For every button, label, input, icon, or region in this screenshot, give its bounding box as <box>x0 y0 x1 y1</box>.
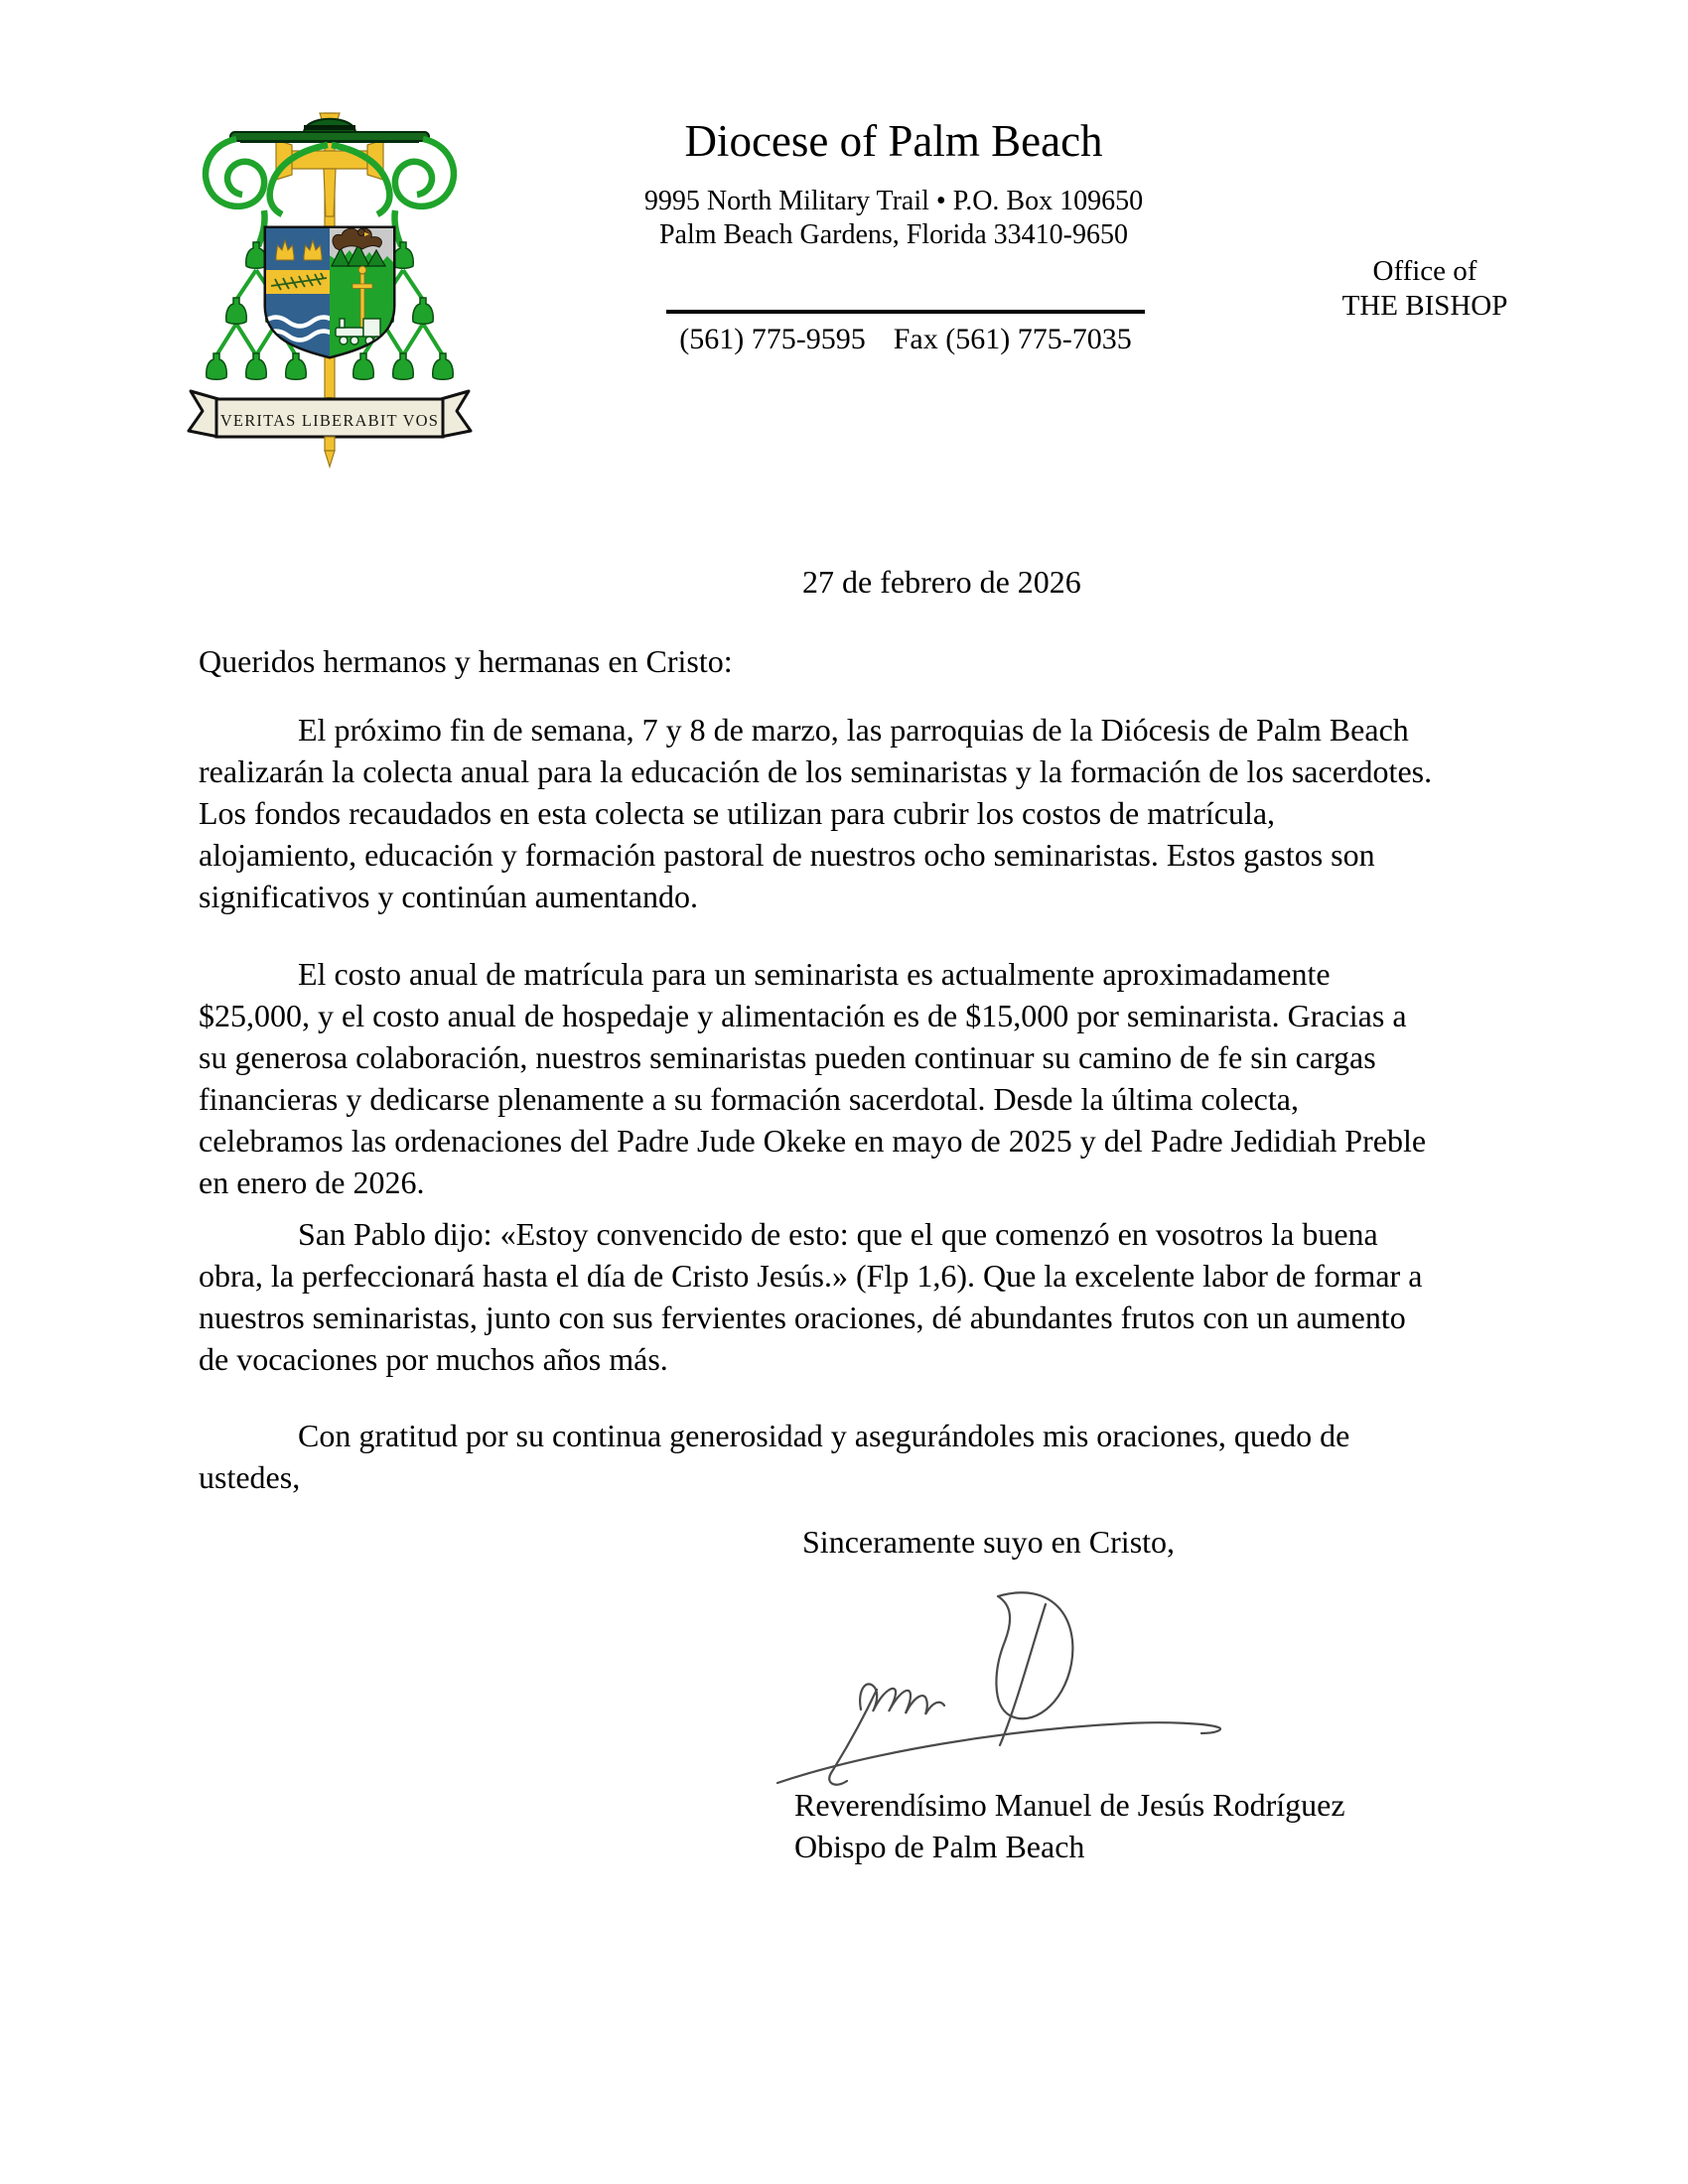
paragraph-line: alojamiento, educación y formación pastoral de nuestros ocho seminaristas. Estos gastos son <box>199 837 1375 873</box>
shield-left-field <box>264 226 336 360</box>
paragraph-line: celebramos las ordenaciones del Padre Jude Okeke en mayo de 2025 y del Padre Jedidiah Preble <box>199 1123 1427 1159</box>
address-line-1: 9995 North Military Trail • P.O. Box 109650 <box>643 186 1144 216</box>
bishop-signature <box>750 1578 1246 1787</box>
paragraph-line: El próximo fin de semana, 7 y 8 de marzo, las parroquias de la Diócesis de Palm Beach <box>298 712 1409 748</box>
paragraph-line: su generosa colaboración, nuestros seminaristas pueden continuar su camino de fe sin cargas <box>199 1039 1376 1075</box>
paragraph-line: El costo anual de matrícula para un seminarista es actualmente aproximadamente <box>298 956 1331 992</box>
paragraph-line: de vocaciones por muchos años más. <box>199 1341 668 1377</box>
office-line-2: THE BISHOP <box>1341 290 1508 322</box>
crest-staff-tip <box>325 437 335 467</box>
paragraph-4 <box>199 1415 1349 1498</box>
salutation: Queridos hermanos y hermanas en Cristo: <box>199 643 733 679</box>
crest-shield <box>264 226 395 360</box>
office-of-the-bishop <box>1321 254 1529 324</box>
header-divider <box>666 310 1145 314</box>
signer-name: Reverendísimo Manuel de Jesús Rodríguez <box>794 1787 1345 1823</box>
organization-title: Diocese of Palm Beach <box>684 116 1103 166</box>
paragraph-line: $25,000, y el costo anual de hospedaje y alimentación es de $15,000 por seminarista. Gracias a <box>199 998 1407 1033</box>
paragraph-line: realizarán la colecta anual para la educación de los seminaristas y la formación de los sacerdotes. <box>199 753 1433 789</box>
phone-fax-line <box>666 322 1145 357</box>
paragraph-line: obra, la perfeccionará hasta el día de Cristo Jesús.» (Flp 1,6). Que la excelente labor de formar a <box>199 1258 1423 1294</box>
paragraph-line: Con gratitud por su continua generosidad y asegurándoles mis oraciones, quedo de <box>298 1418 1350 1453</box>
paragraph-line: en enero de 2026. <box>199 1164 425 1200</box>
paragraph-line: ustedes, <box>199 1459 301 1495</box>
diocese-coat-of-arms <box>179 99 477 469</box>
bishop-galero-hat <box>230 119 429 143</box>
paragraph-3 <box>199 1213 1422 1380</box>
motto-banner <box>189 391 471 437</box>
address-block <box>571 185 1216 252</box>
fax-number: Fax (561) 775-7035 <box>893 323 1132 355</box>
signer-block <box>794 1784 1345 1867</box>
paragraph-line: financieras y dedicarse plenamente a su formación sacerdotal. Desde la última colecta, <box>199 1081 1299 1117</box>
paragraph-2 <box>199 953 1426 1203</box>
office-line-1: Office of <box>1372 255 1477 287</box>
shield-right-field <box>328 226 395 360</box>
phone-number: (561) 775-9595 <box>679 323 866 355</box>
paragraph-line: nuestros seminaristas, junto con sus fervientes oraciones, dé abundantes frutos con un aumento <box>199 1299 1406 1335</box>
address-line-2: Palm Beach Gardens, Florida 33410-9650 <box>658 219 1129 250</box>
paragraph-1 <box>199 709 1432 917</box>
paragraph-line: Los fondos recaudados en esta colecta se utilizan para cubrir los costos de matrícula, <box>199 795 1276 831</box>
closing-line: Sinceramente suyo en Cristo, <box>802 1524 1176 1560</box>
paragraph-line: significativos y continúan aumentando. <box>199 879 698 914</box>
letter-date: 27 de febrero de 2026 <box>802 564 1081 600</box>
signer-title: Obispo de Palm Beach <box>794 1829 1085 1864</box>
crest-motto: VERITAS LIBERABIT VOS <box>219 411 440 430</box>
paragraph-line: San Pablo dijo: «Estoy convencido de esto: que el que comenzó en vosotros la buena <box>298 1216 1378 1252</box>
